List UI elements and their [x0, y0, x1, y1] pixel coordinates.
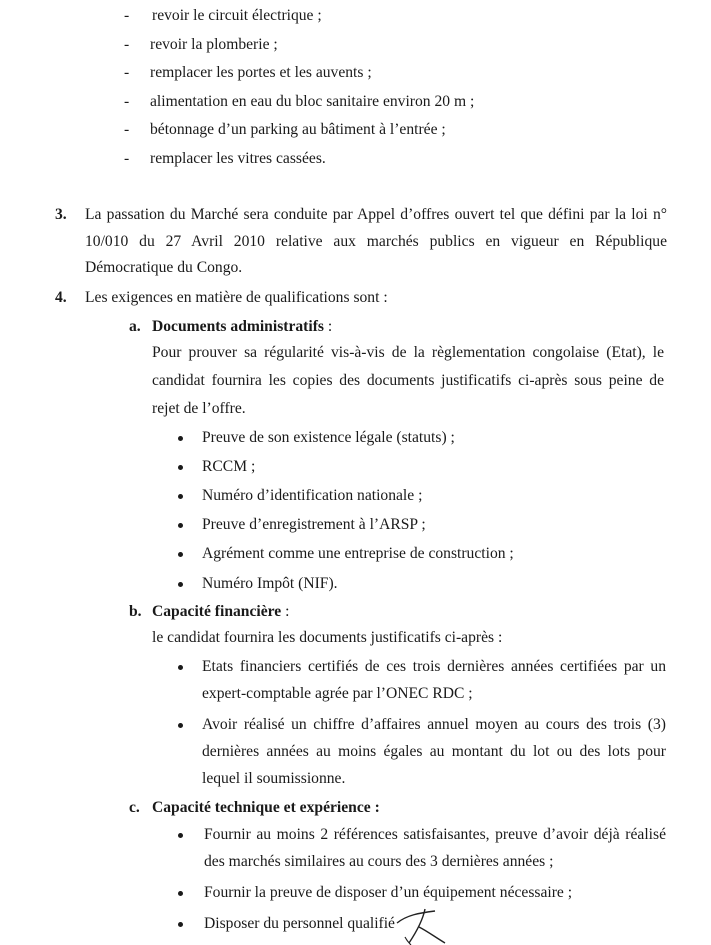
subsection-intro: le candidat fournira les documents justificatifs ci-après : — [152, 629, 503, 646]
list-item-line: expert-comptable agrée par l’ONEC RDC ; — [202, 685, 473, 702]
list-item-line: Avoir réalisé un chiffre d’affaires annuel moyen au cours des trois (3) — [202, 716, 666, 733]
work-item: revoir la plomberie ; — [150, 36, 278, 53]
work-item: remplacer les vitres cassées. — [150, 150, 326, 167]
list-item-line: Fournir au moins 2 références satisfaisantes, preuve d’avoir déjà réalisé — [204, 826, 666, 843]
dash-marker: - — [124, 121, 130, 138]
bullet-marker — [178, 436, 183, 441]
dash-marker: - — [124, 36, 130, 53]
subsection-title-suffix: : — [323, 318, 333, 335]
bullet-marker — [178, 523, 183, 528]
subsection-letter: c. — [129, 799, 140, 816]
bullet-marker — [178, 582, 183, 587]
bullet-marker — [178, 891, 183, 896]
dash-marker: - — [124, 64, 130, 81]
list-item: Numéro Impôt (NIF). — [202, 575, 338, 592]
section3-line: Démocratique du Congo. — [85, 259, 243, 276]
bullet-marker — [178, 465, 183, 470]
list-item-line: Disposer du personnel qualifié — [204, 915, 395, 932]
dash-marker: - — [124, 7, 130, 24]
list-item-line: dernières années au moins égales au montant du lot ou des lots pour — [202, 743, 666, 760]
section-number: 3. — [55, 206, 67, 223]
subsection-title-suffix: : — [281, 603, 290, 620]
list-item: Preuve de son existence légale (statuts) ; — [202, 429, 455, 446]
bullet-marker — [178, 552, 183, 557]
subsection-title: Capacité financière — [152, 603, 282, 620]
subsection-letter: b. — [129, 603, 142, 620]
subsection-heading — [152, 317, 332, 337]
paragraph-line: rejet de l’offre. — [152, 400, 246, 417]
list-item: Numéro d’identification nationale ; — [202, 487, 423, 504]
list-item-line: des marchés similaires au cours des 3 dernières années ; — [204, 853, 554, 870]
paragraph-line: Pour prouver sa régularité vis-à-vis de la règlementation congolaise (Etat), le — [152, 344, 664, 361]
list-item-line: Etats financiers certifiés de ces trois dernières années certifiées par un — [202, 658, 666, 675]
work-item: alimentation en eau du bloc sanitaire environ 20 m ; — [150, 93, 475, 110]
subsection-heading — [152, 602, 289, 622]
bullet-marker — [178, 723, 183, 728]
section4-intro: Les exigences en matière de qualifications sont : — [85, 289, 388, 306]
bullet-marker — [178, 922, 183, 927]
work-item: remplacer les portes et les auvents ; — [150, 64, 372, 81]
bullet-marker — [178, 665, 183, 670]
subsection-title: Documents administratifs — [152, 318, 324, 335]
subsection-letter: a. — [129, 318, 141, 335]
work-item: bétonnage d’un parking au bâtiment à l’entrée ; — [150, 121, 446, 138]
section-number: 4. — [55, 289, 67, 306]
list-item: RCCM ; — [202, 458, 256, 475]
section3-line: La passation du Marché sera conduite par Appel d’offres ouvert tel que défini par la loi n° — [85, 206, 667, 223]
paragraph-line: candidat fournira les copies des documents justificatifs ci-après sous peine de — [152, 372, 664, 389]
subsection-title: Capacité technique et expérience : — [152, 799, 380, 816]
bullet-marker — [178, 833, 183, 838]
dash-marker: - — [124, 150, 130, 167]
list-item: Agrément comme une entreprise de construction ; — [202, 545, 514, 562]
handwritten-initials — [395, 905, 455, 945]
list-item: Preuve d’enregistrement à l’ARSP ; — [202, 516, 426, 533]
bullet-marker — [178, 494, 183, 499]
dash-marker: - — [124, 93, 130, 110]
list-item-line: lequel il soumissionne. — [202, 770, 346, 787]
work-item: revoir le circuit électrique ; — [152, 7, 322, 24]
section3-line: 10/010 du 27 Avril 2010 relative aux marchés publics en vigueur en République — [85, 233, 667, 250]
list-item-line: Fournir la preuve de disposer d’un équipement nécessaire ; — [204, 884, 573, 901]
